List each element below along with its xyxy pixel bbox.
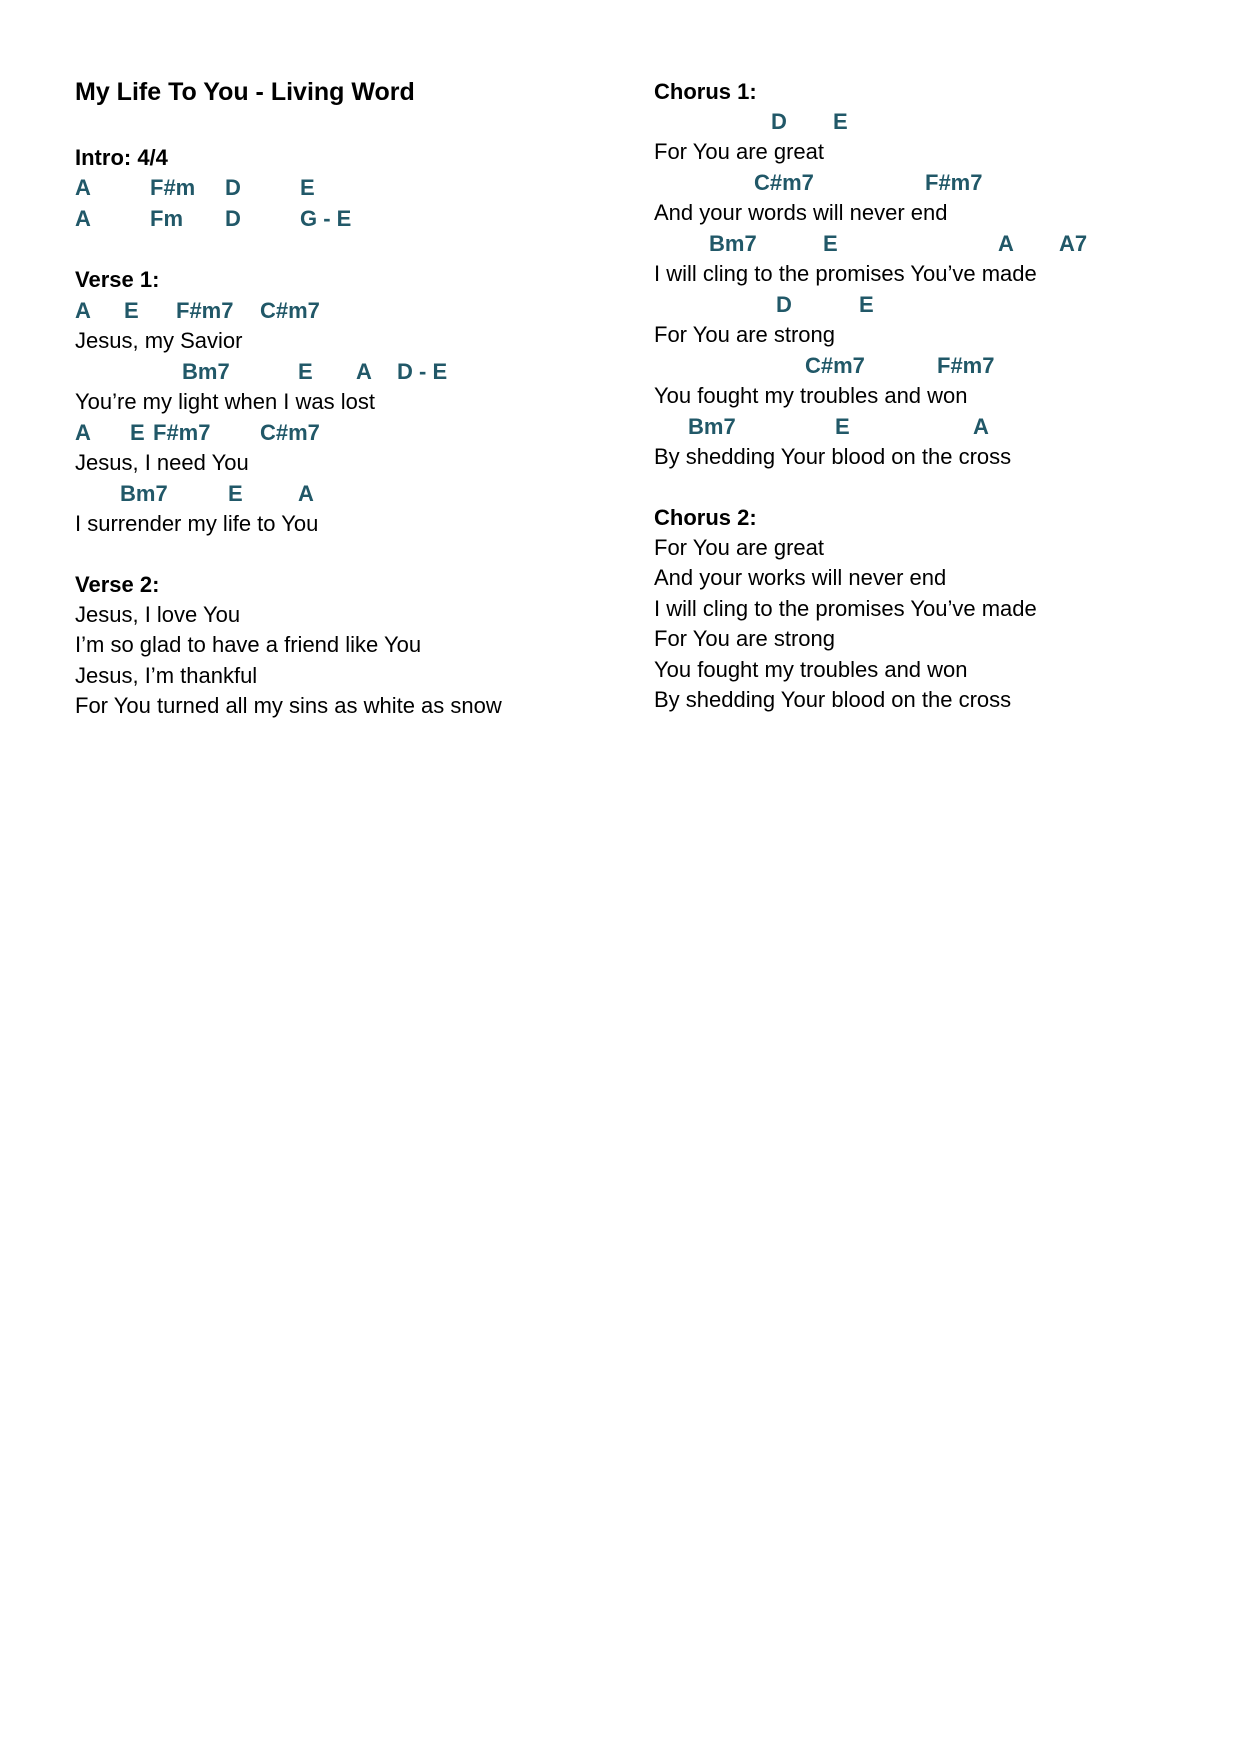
lyric-line: I will cling to the promises You’ve made xyxy=(654,596,1037,621)
chord: C#m7 xyxy=(754,170,814,195)
intro-chord: E xyxy=(300,175,315,200)
chord: E xyxy=(823,231,838,256)
chord: E xyxy=(130,420,145,445)
chord: Bm7 xyxy=(688,414,736,439)
lyric-line: I’m so glad to have a friend like You xyxy=(75,632,422,657)
chord: Bm7 xyxy=(120,481,168,506)
intro-chord: F#m xyxy=(150,175,196,200)
intro-chord: D xyxy=(225,206,241,231)
lyric-line: You fought my troubles and won xyxy=(654,383,968,408)
chord: F#m7 xyxy=(937,353,995,378)
chord: E xyxy=(859,292,874,317)
intro-chord: G - E xyxy=(300,206,352,231)
intro-chord: A xyxy=(75,206,91,231)
lyric-line: For You are great xyxy=(654,535,825,560)
intro-chord: Fm xyxy=(150,206,183,231)
intro-heading: Intro: 4/4 xyxy=(75,145,168,170)
song-title: My Life To You - Living Word xyxy=(75,78,415,106)
chord: A7 xyxy=(1059,231,1088,256)
chord: Bm7 xyxy=(182,359,230,384)
lyric-line: You’re my light when I was lost xyxy=(75,389,375,414)
chord: E xyxy=(124,298,139,323)
chord: F#m7 xyxy=(925,170,983,195)
lyric-line: For You are great xyxy=(654,139,825,164)
chord: F#m7 xyxy=(176,298,234,323)
chord: A xyxy=(75,298,91,323)
lyric-line: Jesus, my Savior xyxy=(75,328,243,353)
chord: E xyxy=(833,109,848,134)
chorus-1-heading: Chorus 1: xyxy=(654,79,757,104)
chord: C#m7 xyxy=(260,420,320,445)
lyric-line: For You are strong xyxy=(654,322,836,347)
lyric-line: For You turned all my sins as white as snow xyxy=(75,693,502,718)
chord: Bm7 xyxy=(709,231,757,256)
chord: D xyxy=(776,292,792,317)
lyric-line: By shedding Your blood on the cross xyxy=(654,444,1012,469)
chord: F#m7 xyxy=(153,420,211,445)
chord: A xyxy=(356,359,372,384)
chord: C#m7 xyxy=(805,353,865,378)
lyric-line: By shedding Your blood on the cross xyxy=(654,687,1012,712)
chord: D - E xyxy=(397,359,448,384)
chord: A xyxy=(75,420,91,445)
chorus-2-heading: Chorus 2: xyxy=(654,505,757,530)
lyric-line: And your words will never end xyxy=(654,200,948,225)
chord: A xyxy=(973,414,989,439)
verse-2-heading: Verse 2: xyxy=(75,572,160,597)
lyric-line: I will cling to the promises You’ve made xyxy=(654,261,1037,286)
lyric-line: I surrender my life to You xyxy=(75,511,319,536)
chord: A xyxy=(298,481,314,506)
lyric-line: Jesus, I love You xyxy=(75,602,241,627)
lyric-line: You fought my troubles and won xyxy=(654,657,968,682)
chord: A xyxy=(998,231,1014,256)
chord: D xyxy=(771,109,787,134)
intro-chord: A xyxy=(75,175,91,200)
lyric-line: Jesus, I’m thankful xyxy=(75,663,258,688)
lyric-line: For You are strong xyxy=(654,626,836,651)
lyric-line: And your works will never end xyxy=(654,565,947,590)
chord: E xyxy=(298,359,313,384)
chord: E xyxy=(835,414,850,439)
chord: C#m7 xyxy=(260,298,320,323)
lyric-line: Jesus, I need You xyxy=(75,450,249,475)
verse-1-heading: Verse 1: xyxy=(75,267,160,292)
chord: E xyxy=(228,481,243,506)
intro-chord: D xyxy=(225,175,241,200)
